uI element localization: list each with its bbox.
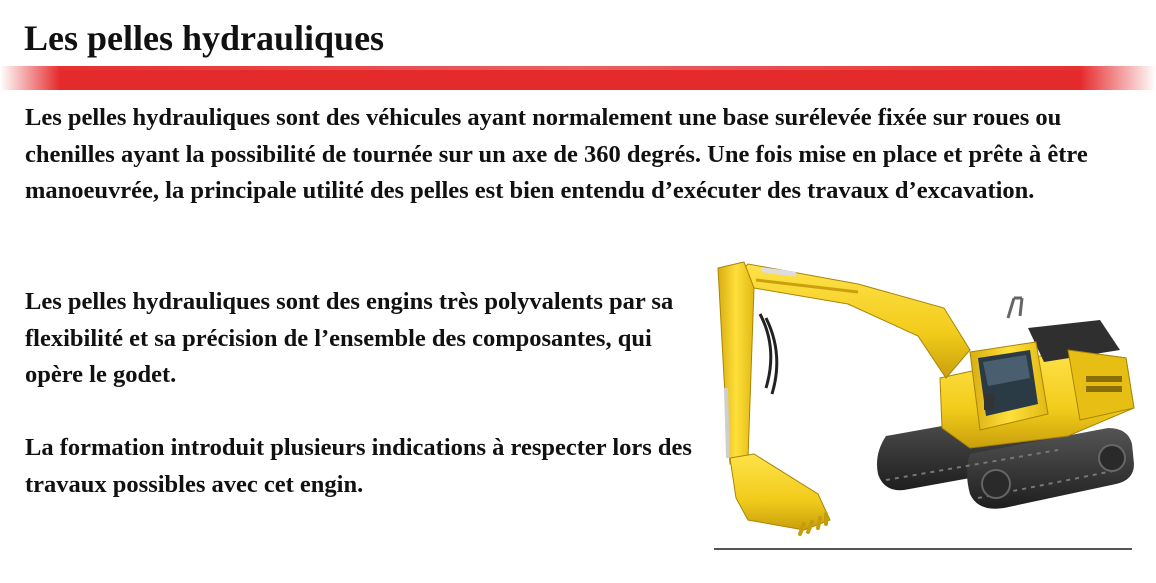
image-baseline-divider: [714, 548, 1132, 550]
versatility-paragraph: Les pelles hydrauliques sont des engins très polyvalents par sa flexibilité et sa précision de l’ensemble des composantes, qui opère le godet.: [25, 288, 674, 388]
page-title: Les pelles hydrauliques: [24, 18, 385, 58]
bucket: [730, 454, 830, 534]
operator-cab: [970, 342, 1048, 430]
title-underline-bar: [0, 66, 1156, 90]
training-paragraph: La formation introduit plusieurs indications à respecter lors des travaux possibles avec cet engin.: [25, 434, 692, 498]
intro-paragraph: Les pelles hydrauliques sont des véhicules ayant normalement une base surélevée fixée sur roues ou chenilles ayant la possibilité de tournée sur un axe de 360 degrés. Une fois mise en place et prête à être manoeuvrée, la principale utilité des pelles est bien entendu d’exécuter des travaux d’excavation.: [25, 104, 1088, 204]
excavator-icon: [708, 258, 1148, 540]
stick-arm: [718, 262, 777, 464]
